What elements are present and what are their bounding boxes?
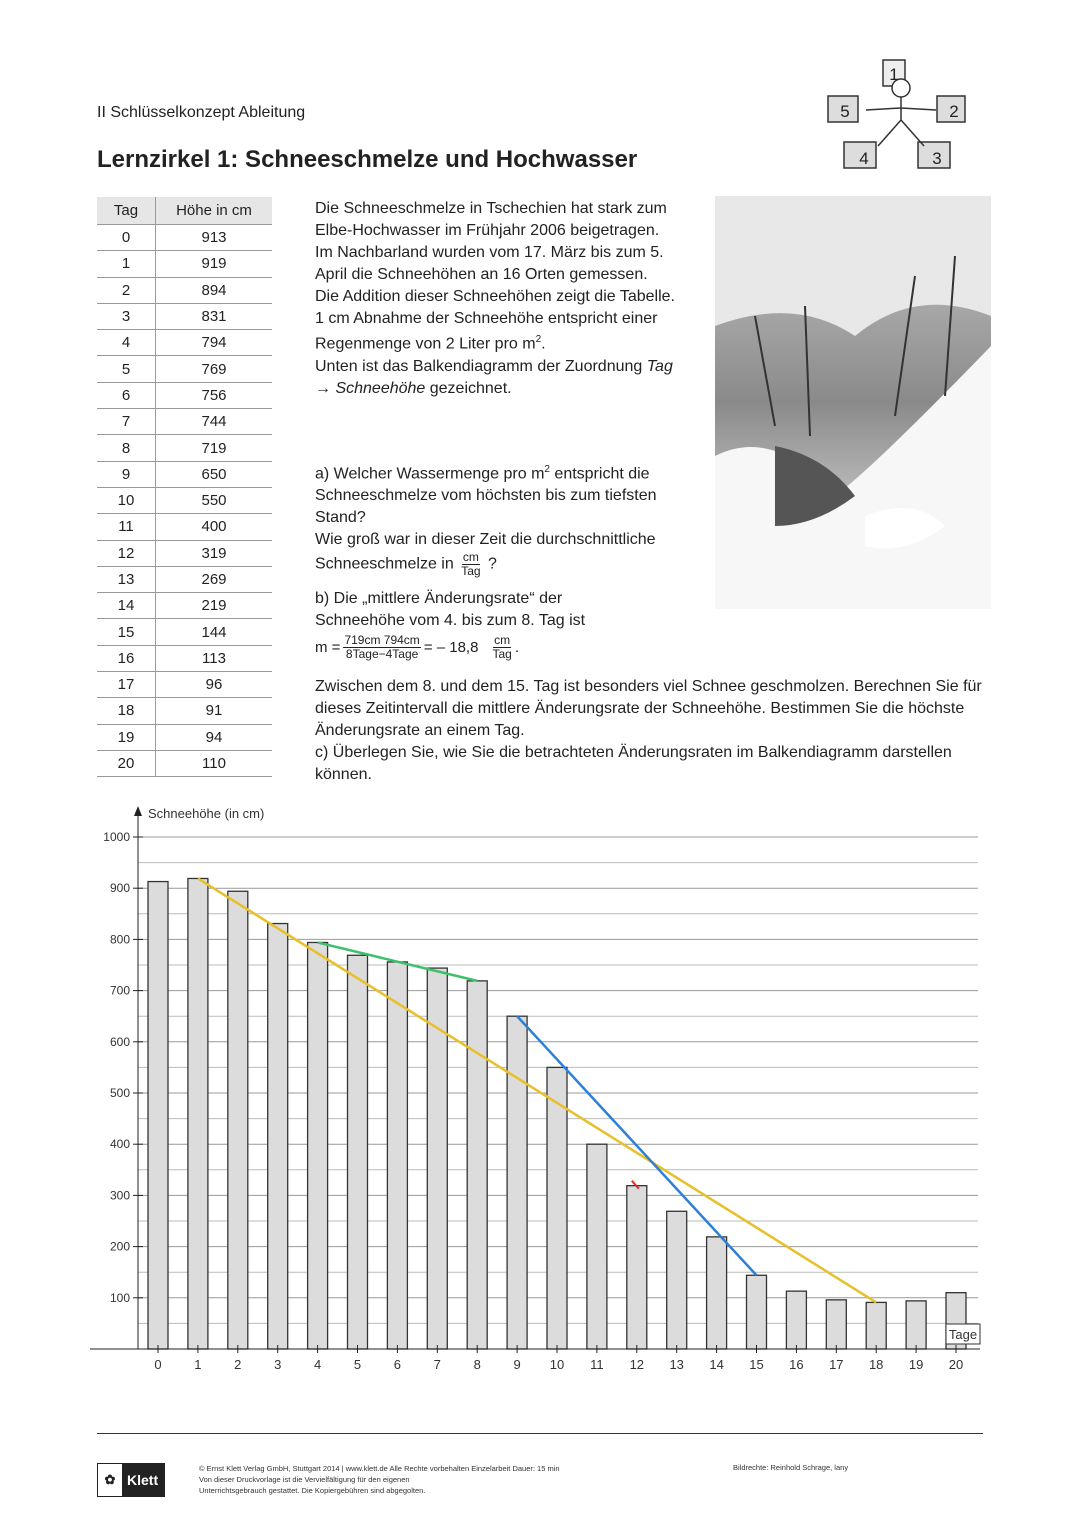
bar-day-12 (627, 1186, 647, 1349)
table-row (97, 566, 272, 592)
table-cell-day: 13 (97, 566, 156, 592)
bar-day-19 (906, 1301, 926, 1349)
snow-stream-photo (715, 196, 991, 609)
y-tick-label: 100 (109, 1290, 130, 1305)
table-row (97, 540, 272, 566)
x-tick-label: 8 (473, 1357, 481, 1372)
table-cell-day: 0 (97, 225, 156, 251)
klett-logo: ✿ Klett (97, 1463, 165, 1497)
snow-height-table (97, 197, 272, 777)
x-tick-label: 15 (749, 1357, 764, 1372)
intro-text: Die Schneeschmelze in Tschechien hat stark zum Elbe-Hochwasser im Frühjahr 2006 beigetragen. Im Nachbarland wurden vom 17. März bis zum 5. April die Schneehöhen an 16 Orten gemessen. Die Addition dieser Schneehöhen zeigt die Tabelle. 1 cm Abnahme der Schneehöhe entspricht einer Regenmenge von 2 Liter pro $m^2$. Unten ist das Balkendiagramm der Zuordnung Tag → Schneehöhe gezeichnet. (315, 200, 675, 397)
table-row (97, 356, 272, 382)
table-cell-day: 5 (97, 356, 156, 382)
x-tick-label: 1 (194, 1357, 202, 1372)
table-cell-height: 219 (156, 593, 273, 619)
x-tick-label: 20 (948, 1357, 964, 1372)
table-cell-height: 91 (156, 698, 273, 724)
y-axis-label: Schneehöhe (in cm) (148, 806, 265, 821)
y-tick-label: 400 (109, 1137, 130, 1152)
x-tick-label: 5 (353, 1357, 362, 1372)
table-cell-height: 794 (156, 330, 273, 356)
bar-day-8 (467, 981, 487, 1349)
table-cell-height: 113 (156, 645, 273, 671)
question-a: a) Welcher Wassermenge pro $m^2$ entspricht die Schneeschmelze vom höchsten bis zum tiefsten Stand? Wie groß war in dieser Zeit die durchschnittliche Schneeschmelze in $\frac{cm}{\text{Tag}}$ ? (315, 464, 657, 578)
x-tick-label: 19 (908, 1357, 924, 1372)
table-cell-day: 3 (97, 303, 156, 329)
x-tick-label: 9 (513, 1357, 521, 1372)
station-1: 1 (889, 65, 899, 84)
page-title: Lernzirkel 1: Schneeschmelze und Hochwasser (97, 146, 638, 173)
station-5: 5 (840, 102, 850, 121)
footer-divider (97, 1433, 983, 1434)
rate-formula: m = $\frac{719cm 794cm}{\text{8Tage−4Tage}}$ = – 18,8 $\frac{cm}{\text{Tag}}$ . (315, 633, 519, 661)
bar-day-0 (148, 882, 168, 1349)
table-cell-height: 756 (156, 382, 273, 408)
y-tick-label: 300 (109, 1188, 130, 1203)
bar-day-11 (587, 1144, 607, 1349)
table-cell-day: 10 (97, 487, 156, 513)
copyright-text: © Ernst Klett Verlag GmbH, Stuttgart 2014 | www.klett.de Alle Rechte vorbehalten Einzelarbeit Dauer: 15 min Von dieser Druckvorlage ist die Vervielfältigung für den eigenen Unterrichtsgebrauch gestattet. Die Kopiergebühren sind abgegolten. (199, 1464, 560, 1495)
table-cell-day: 15 (97, 619, 156, 645)
table-cell-height: 769 (156, 356, 273, 382)
x-tick-label: 3 (274, 1357, 282, 1372)
bar-day-15 (747, 1275, 767, 1349)
bar-day-5 (348, 955, 368, 1349)
table-cell-day: 18 (97, 698, 156, 724)
bar-day-2 (228, 891, 248, 1349)
table-cell-day: 12 (97, 540, 156, 566)
x-axis-label: Tage (948, 1327, 978, 1342)
table-cell-height: 96 (156, 672, 273, 698)
table-cell-day: 6 (97, 382, 156, 408)
table-row (97, 698, 272, 724)
y-tick-label: 800 (109, 932, 130, 947)
table-row (97, 225, 272, 251)
y-tick-label: 600 (109, 1034, 130, 1049)
table-cell-day: 20 (97, 750, 156, 776)
table-header-day: Tag (97, 197, 156, 225)
table-cell-day: 9 (97, 461, 156, 487)
station-4: 4 (859, 149, 869, 168)
table-row (97, 382, 272, 408)
table-row (97, 593, 272, 619)
table-cell-height: 894 (156, 277, 273, 303)
bar-day-13 (667, 1211, 687, 1349)
y-axis-arrow (134, 806, 142, 816)
table-row (97, 251, 272, 277)
table-cell-day: 11 (97, 514, 156, 540)
table-row (97, 330, 272, 356)
x-tick-label: 12 (629, 1357, 645, 1372)
x-tick-label: 13 (669, 1357, 684, 1372)
table-cell-day: 2 (97, 277, 156, 303)
table-cell-height: 110 (156, 750, 273, 776)
x-tick-label: 10 (549, 1357, 565, 1372)
chapter-label: II Schlüsselkonzept Ableitung (97, 104, 306, 121)
table-cell-height: 744 (156, 409, 273, 435)
y-tick-label: 900 (109, 881, 130, 896)
x-tick-label: 11 (590, 1357, 604, 1372)
x-tick-label: 6 (393, 1357, 402, 1372)
y-tick-label: 700 (109, 983, 130, 998)
table-cell-height: 831 (156, 303, 273, 329)
x-tick-label: 0 (154, 1357, 162, 1372)
table-cell-day: 8 (97, 435, 156, 461)
table-cell-height: 919 (156, 251, 273, 277)
table-cell-height: 913 (156, 225, 273, 251)
snow-height-bar-chart (90, 800, 990, 1390)
x-tick-label: 17 (829, 1357, 844, 1372)
bar-day-1 (188, 878, 208, 1349)
table-cell-day: 16 (97, 645, 156, 671)
table-row (97, 514, 272, 540)
bar-day-18 (866, 1302, 886, 1349)
image-rights: Bildrechte: Reinhold Schrage, lany (733, 1463, 849, 1472)
annotation-yellow-line (198, 878, 876, 1302)
klett-mark-icon: ✿ (97, 1463, 123, 1497)
table-cell-day: 19 (97, 724, 156, 750)
table-row (97, 409, 272, 435)
station-3: 3 (932, 149, 942, 168)
x-tick-label: 4 (313, 1357, 322, 1372)
bar-day-4 (308, 942, 328, 1349)
x-tick-label: 18 (868, 1357, 884, 1372)
x-tick-label: 7 (433, 1357, 441, 1372)
table-row (97, 672, 272, 698)
table-cell-height: 144 (156, 619, 273, 645)
bar-day-14 (707, 1237, 727, 1349)
bar-day-10 (547, 1067, 567, 1349)
bar-day-6 (387, 962, 407, 1349)
bar-day-9 (507, 1016, 527, 1349)
table-cell-day: 7 (97, 409, 156, 435)
y-tick-label: 500 (109, 1086, 130, 1100)
table-cell-height: 400 (156, 514, 273, 540)
table-row (97, 277, 272, 303)
table-cell-height: 719 (156, 435, 273, 461)
station-2: 2 (949, 102, 959, 121)
bar-day-3 (268, 924, 288, 1349)
bar-day-16 (786, 1291, 806, 1349)
table-row (97, 724, 272, 750)
question-b: b) Die „mittlere Änderungsrate“ der Schneehöhe vom 4. bis zum 8. Tag ist (315, 590, 586, 629)
table-row (97, 435, 272, 461)
bar-day-7 (427, 968, 447, 1349)
station-overview-icon (826, 58, 976, 174)
table-cell-day: 4 (97, 330, 156, 356)
x-tick-label: 16 (789, 1357, 804, 1372)
bar-day-17 (826, 1300, 846, 1349)
table-cell-height: 550 (156, 487, 273, 513)
table-header-height: Höhe in cm (156, 197, 273, 225)
table-row (97, 461, 272, 487)
table-cell-day: 17 (97, 672, 156, 698)
table-cell-day: 1 (97, 251, 156, 277)
question-b-continued: Zwischen dem 8. und dem 15. Tag ist besonders viel Schnee geschmolzen. Berechnen Sie für dieses Zeitintervall die mittlere Änderungsrate der Schneehöhe. Bestimmen Sie die höchste Änderungsrate an einem Tag. c) Überlegen Sie, wie Sie die betrachteten Änderungsraten im Balkendiagramm darstellen können. (315, 678, 982, 783)
table-cell-height: 269 (156, 566, 273, 592)
table-cell-height: 650 (156, 461, 273, 487)
y-tick-label: 200 (109, 1239, 130, 1254)
x-tick-label: 14 (709, 1357, 724, 1372)
table-row (97, 619, 272, 645)
table-cell-height: 319 (156, 540, 273, 566)
table-row (97, 645, 272, 671)
table-row (97, 750, 272, 776)
table-cell-day: 14 (97, 593, 156, 619)
table-row (97, 487, 272, 513)
x-tick-label: 2 (234, 1357, 242, 1372)
table-cell-height: 94 (156, 724, 273, 750)
y-tick-label: 1000 (103, 830, 130, 844)
table-row (97, 303, 272, 329)
